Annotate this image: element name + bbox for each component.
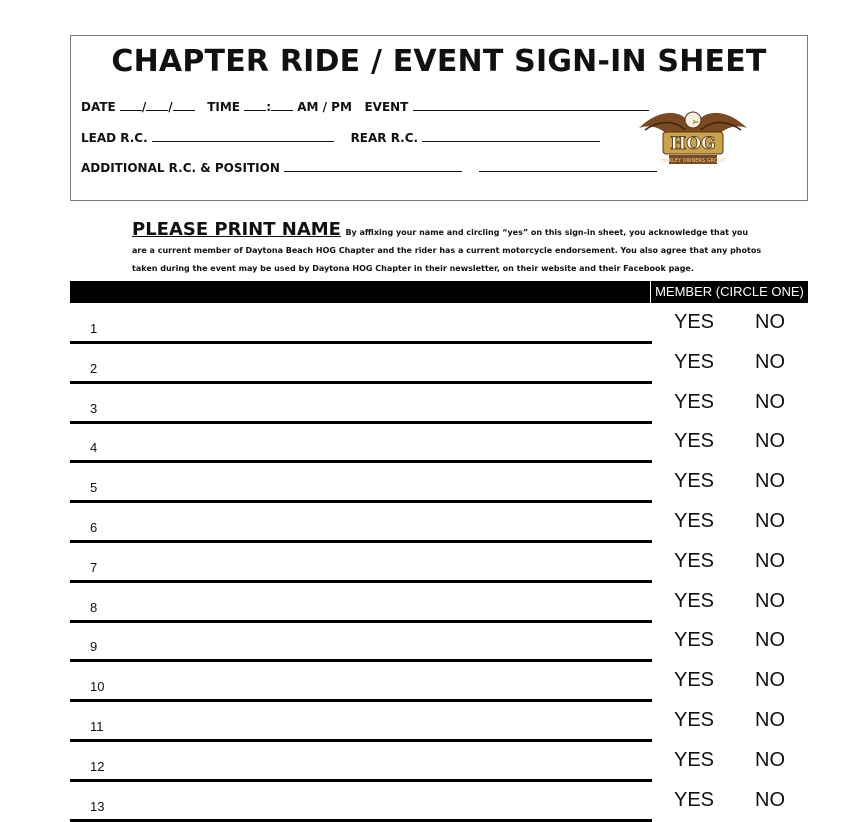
hog-eagle-logo	[637, 106, 749, 168]
member-no-option[interactable]: NO	[755, 311, 785, 333]
member-yes-option[interactable]: YES	[674, 788, 715, 811]
sign-in-row	[70, 582, 810, 622]
time-minute-field[interactable]	[271, 100, 293, 111]
member-column-header: MEMBER (CIRCLE ONE)	[650, 281, 808, 303]
member-no-option[interactable]: NO	[755, 430, 785, 453]
sign-in-row	[70, 383, 810, 423]
sign-in-row	[70, 343, 810, 383]
lead-rc-field[interactable]	[152, 131, 334, 142]
header-box	[70, 35, 808, 201]
event-label: EVENT	[364, 100, 409, 114]
print-name-heading: PLEASE PRINT NAME	[132, 219, 341, 240]
logo-text: HOG	[670, 134, 716, 154]
event-field[interactable]	[413, 100, 649, 111]
member-no-option[interactable]: NO	[755, 549, 785, 572]
notice-text: By affixing your name and circling “yes” on this sign-in sheet, you acknowledge that you are a current member of Daytona Beach HOG Chapter and the rider has a current motorcycle endorsement. You also agree that any photos taken during the event may be used by Daytona HOG Chapter in their newsletter, on their website and their Facebook page.	[132, 228, 762, 273]
additional-rc-line	[81, 161, 657, 175]
logo-subtext: HARLEY OWNERS GROUP	[661, 158, 725, 164]
time-label: TIME	[207, 100, 241, 114]
date-day-field[interactable]	[146, 100, 168, 111]
member-no-option[interactable]: NO	[755, 709, 785, 731]
row-number: 1	[90, 321, 98, 336]
row-number: 9	[90, 639, 98, 655]
row-number: 7	[90, 559, 98, 575]
row-number: 11	[90, 719, 104, 734]
sign-in-row	[70, 422, 810, 462]
sign-in-row	[70, 542, 810, 582]
member-yes-option[interactable]: YES	[674, 311, 715, 333]
sheet-title: CHAPTER RIDE / EVENT SIGN-IN SHEET	[111, 44, 767, 79]
time-hour-field[interactable]	[244, 100, 266, 111]
member-yes-option[interactable]: YES	[674, 748, 715, 771]
sign-in-row	[70, 661, 810, 701]
print-name-notice	[132, 219, 762, 276]
row-number: 3	[90, 400, 98, 416]
sign-in-row	[70, 741, 810, 781]
member-yes-option[interactable]: YES	[674, 350, 715, 373]
row-number: 5	[90, 480, 98, 496]
member-no-option[interactable]: NO	[755, 629, 785, 652]
road-captain-line	[81, 131, 600, 145]
date-label: DATE	[81, 100, 116, 114]
member-no-option[interactable]: NO	[755, 748, 785, 771]
sign-in-row	[70, 303, 810, 343]
member-yes-option[interactable]: YES	[674, 629, 715, 652]
additional-rc-field-1[interactable]	[284, 161, 462, 172]
member-no-option[interactable]: NO	[755, 589, 785, 612]
row-number: 12	[90, 758, 105, 774]
member-no-option[interactable]: NO	[755, 390, 785, 413]
row-number: 10	[90, 679, 105, 695]
member-no-option[interactable]: NO	[755, 470, 785, 493]
member-yes-option[interactable]: YES	[674, 589, 715, 612]
additional-rc-label: ADDITIONAL R.C. & POSITION	[81, 161, 280, 175]
member-no-option[interactable]: NO	[755, 788, 785, 811]
rear-rc-label: REAR R.C.	[350, 131, 419, 145]
member-yes-option[interactable]: YES	[674, 470, 715, 493]
sign-in-row	[70, 621, 810, 661]
row-number: 8	[90, 599, 98, 615]
row-number: 4	[90, 440, 98, 456]
member-yes-option[interactable]: YES	[674, 390, 715, 413]
member-yes-option[interactable]: YES	[674, 510, 715, 532]
name-line[interactable]	[70, 819, 652, 822]
sign-in-row	[70, 781, 810, 821]
row-number: 2	[90, 360, 98, 376]
date-year-field[interactable]	[173, 100, 195, 111]
row-number: 6	[90, 520, 98, 535]
member-yes-option[interactable]: YES	[674, 669, 715, 692]
sign-in-row	[70, 502, 810, 542]
member-yes-option[interactable]: YES	[674, 549, 715, 572]
date-time-event-line: DATE / / TIME : AM / PM EVENT	[81, 100, 649, 114]
member-no-option[interactable]: NO	[755, 510, 785, 532]
sign-in-row	[70, 701, 810, 741]
sign-in-row	[70, 462, 810, 502]
member-no-option[interactable]: NO	[755, 350, 785, 373]
ampm-label: AM / PM	[297, 100, 352, 114]
additional-rc-field-2[interactable]	[479, 161, 657, 172]
member-no-option[interactable]: NO	[755, 669, 785, 692]
date-month-field[interactable]	[120, 100, 142, 111]
row-number: 13	[90, 798, 105, 814]
rear-rc-field[interactable]	[422, 131, 600, 142]
member-yes-option[interactable]: YES	[674, 709, 715, 731]
member-yes-option[interactable]: YES	[674, 430, 715, 453]
lead-rc-label: LEAD R.C.	[81, 131, 148, 145]
